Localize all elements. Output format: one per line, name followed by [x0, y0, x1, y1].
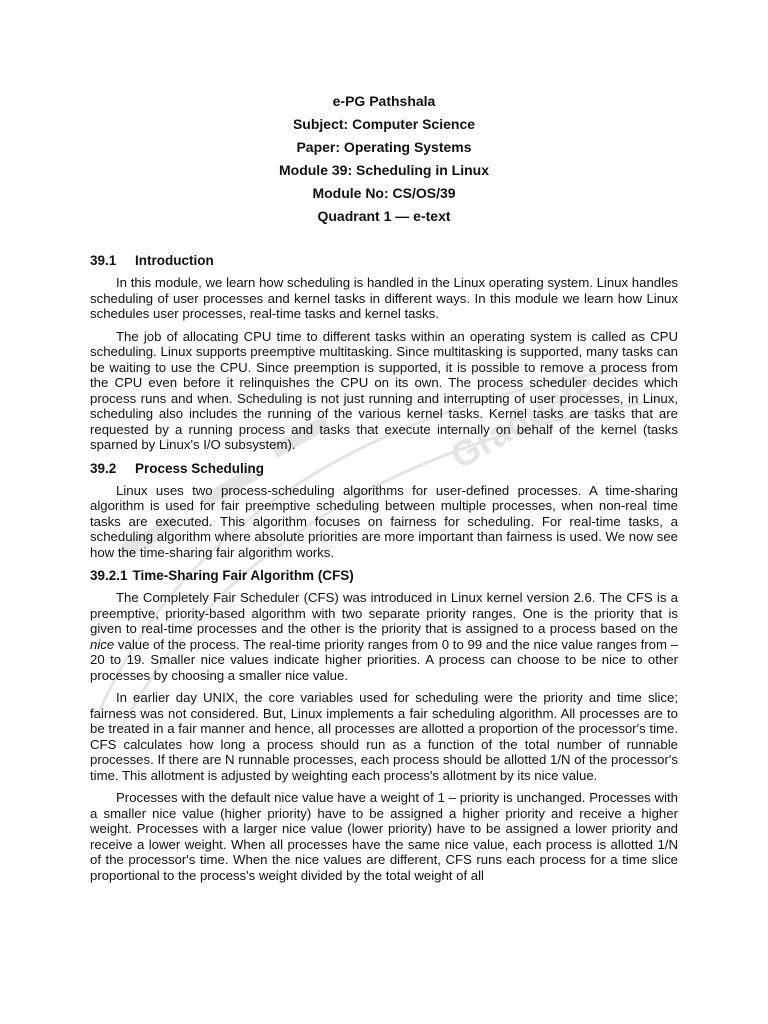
paragraph: Processes with the default nice value have a weight of 1 – priority is unchanged. Processes with a smaller nice value (higher priority) have to be assigned a higher priority and receive a higher weight. Processes with a larger nice value (lower priority) have to be assigned a lower priority and receive a lower weight. When all processes have the same nice value, each process is allotted 1/N of the processor's time. When the nice values are different, CFS runs each process for a time slice proportional to the process's weight divided by the total weight of all [90, 790, 678, 883]
section-heading [90, 460, 678, 477]
paragraph: The job of allocating CPU time to different tasks within an operating system is called as CPU scheduling. Linux supports preemptive multitasking. Since multitasking is supported, many tasks can be waiting to use the CPU. Since preemption is supported, it is possible to remove a process from the CPU even before it relinquishes the CPU on its own. The process scheduler decides which process runs and when. Scheduling is not just running and interrupting of user processes, in Linux, scheduling also includes the running of the various kernel tasks. Kernel tasks are tasks that are requested by a running process and tasks that execute internally on behalf of the kernel (tasks sparned by Linux's I/O subsystem). [90, 328, 678, 452]
section-title: Time-Sharing Fair Algorithm (CFS) [132, 568, 354, 583]
paragraph-text: The Completely Fair Scheduler (CFS) was introduced in Linux kernel version 2.6. The CFS is a preemptive, priority-based algorithm with two separate priority ranges. One is the priority that is given to real-time processes and the other is the priority that is assigned to a process based on the [90, 590, 678, 636]
paragraph: In earlier day UNIX, the core variables used for scheduling were the priority and time slice; fairness was not considered. But, Linux implements a fair scheduling algorithm. All processes are to be treated in a fair manner and hence, all processes are allotted a proportion of the processor's time. CFS calculates how long a process should run as a function of the total number of runnable processes. If there are N runnable processes, each process should be allotted 1/N of the processor's time. This allotment is adjusted by weighting each process's allotment by its nice value. [90, 690, 678, 783]
header-paper: Paper: Operating Systems [296, 139, 472, 155]
emphasis-text: nice [90, 636, 115, 652]
paragraph [90, 590, 678, 683]
section-number: 39.2 [90, 460, 117, 476]
section-title: Process Scheduling [135, 460, 265, 476]
document-header [0, 90, 768, 228]
header-module: Module 39: Scheduling in Linux [278, 162, 489, 178]
paragraph: In this module, we learn how scheduling is handled in the Linux operating system. Linux handles scheduling of user processes and kernel tasks in different ways. In this module we learn how Linux schedules user processes, real-time tasks and kernel tasks. [90, 275, 678, 321]
paragraph: Linux uses two process-scheduling algorithms for user-defined processes. A time-sharing algorithm is used for fair preemptive scheduling between multiple processes, when non-real time tasks are executed. This algorithm focuses on fairness for scheduling. For real-time tasks, a scheduling algorithm where absolute priorities are more important than fairness is used. We now see how the time-sharing fair algorithm works. [90, 482, 678, 560]
watermark-text: Graduate [443, 362, 601, 477]
header-subject: Subject: Computer Science [292, 116, 476, 132]
header-line-1: e-PG Pathshala [332, 93, 436, 109]
subsection-heading [90, 567, 678, 584]
paragraph-text: value of the process. The real-time priority ranges from 0 to 99 and the nice value ranges from – 20 to 19. Smaller nice values indicate higher priorities. A process can choose to be nice to other processes by choosing a smaller nice value. [90, 636, 678, 683]
header-quadrant: Quadrant 1 — e-text [317, 208, 451, 224]
section-heading [90, 252, 678, 269]
section-number: 39.1 [90, 253, 117, 268]
section-number: 39.2.1 [90, 568, 128, 583]
header-module-no: Module No: CS/OS/39 [312, 185, 456, 201]
document-body [90, 252, 678, 890]
section-title: Introduction [135, 253, 214, 268]
